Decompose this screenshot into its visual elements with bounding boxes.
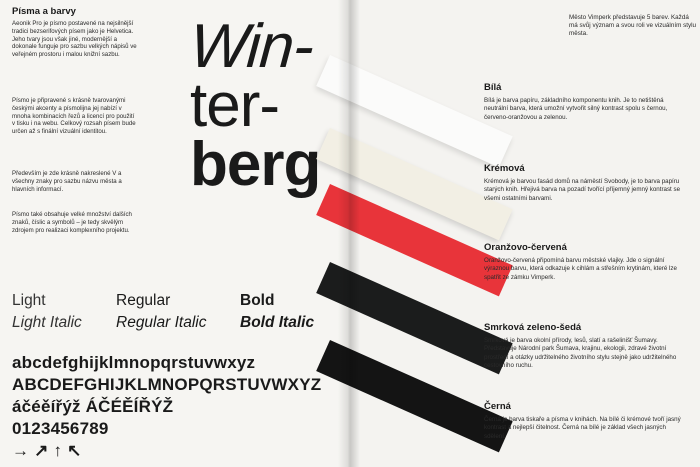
color-block-white — [484, 82, 689, 122]
color-desc-cream: Krémová je barvou fasád domů na náměstí Svobody, je to barva papíru starých knih. Hřejivá barva na pozadí tvořící příjemný jemný kontrast se všemi ostatními barvami. — [484, 178, 681, 202]
title-line-3: berg — [190, 129, 321, 199]
section-heading: Písma a barvy — [12, 6, 76, 17]
glyph-digits: 0123456789 — [12, 419, 109, 438]
color-title-red: Oranžovo-červená — [484, 242, 567, 253]
paragraph-glyphs: Písmo také obsahuje velké množství dalších znaků, číslic a symbolů – je tedy skvělým zdrojem pro realizaci komplexního projektu. — [12, 211, 132, 234]
weight-light: Light — [12, 292, 46, 309]
title-line-1: Win- — [187, 12, 316, 81]
weight-bold-italic: Bold Italic — [240, 314, 315, 331]
weight-light-italic: Light Italic — [12, 314, 82, 331]
color-desc-black: Černá je barva tiskaře a písma v knihách. Na bílé či krémové tvoří jasný kontrast a nejlepší čitelnost. Černá na bílé je základ všech jasných sdělení. — [484, 416, 681, 440]
color-block-spruce — [484, 322, 689, 370]
color-title-black: Černá — [484, 401, 511, 412]
weight-regular: Regular — [116, 292, 171, 309]
glyph-uppercase: ABCDEFGHIJKLMNOPQRSTUVWXYZ — [12, 375, 322, 394]
colors-intro: Město Vimperk představuje 5 barev. Každá má svůj význam a svou roli ve vizuálním stylu města. — [569, 14, 697, 38]
color-block-red — [484, 242, 689, 282]
color-block-black — [484, 401, 689, 441]
color-title-spruce: Smrková zeleno-šedá — [484, 322, 582, 333]
color-desc-red: Oranžovo-červená připomíná barvu městské vlajky. Jde o signální výraznou barvu, která odkazuje k cihlám a střešním krytinám, které lze spatřit ze zámku Vimperk. — [484, 257, 677, 281]
color-title-white: Bílá — [484, 82, 502, 93]
weight-bold-group — [240, 290, 314, 334]
glyph-specimen — [12, 352, 321, 462]
glyph-accents: áčéěířýž ÁČÉĚÍŘÝŽ — [12, 397, 174, 416]
winterberg-title — [187, 12, 321, 199]
color-desc-spruce: Smrková je barva okolní přírody, lesů, slatí a rašelinišť Šumavy. Představuje Národní park Šumava, krajinu, ekologii, zdravé životní prostředí a otázky udržitelného životního stylu stejně jako udržitelného cestovního ruchu. — [484, 337, 677, 370]
weight-bold: Bold — [240, 292, 275, 309]
paragraph-v-letter: Především je zde krásně nakreslené V a všechny znaky pro sazbu názvu města a hlavních informací. — [12, 170, 122, 193]
color-title-cream: Krémová — [484, 163, 525, 174]
weight-regular-group — [116, 290, 206, 334]
color-block-cream — [484, 163, 689, 203]
weight-light-group — [12, 290, 82, 334]
weight-regular-italic: Regular Italic — [116, 314, 207, 331]
title-line-2: ter- — [190, 70, 279, 140]
book-gutter — [338, 0, 360, 467]
color-desc-white: Bílá je barva papíru, základního komponentu knih. Je to netištěná neutrální barva, která umožní vytvořit silný kontrast spolu s černou, červeno-oranžovou a zelenou. — [484, 97, 668, 121]
paragraph-font-intro: Aeonik Pro je písmo postavené na nejsilnější tradici bezserifových písem jako je Helvetica. Jeho tvary jsou však jiné, modernější a dokonale funguje pro sazbu velkých nápisů ve veřejném prostoru i malou knižní sazbu. — [12, 20, 137, 59]
paragraph-accents: Písmo je připravené s krásně tvarovanými českými akcenty a písmolijna jej nabízí v mnoha kombinacích řezů a licencí pro použití v tisku i na webu. Celkový rozsah písem bude určen až s finální vizuální identitou. — [12, 97, 136, 136]
glyph-lowercase: abcdefghijklmnopqrstuvwxyz — [12, 353, 256, 372]
glyph-arrows: → ↗ ↑ ↖ — [12, 441, 82, 460]
